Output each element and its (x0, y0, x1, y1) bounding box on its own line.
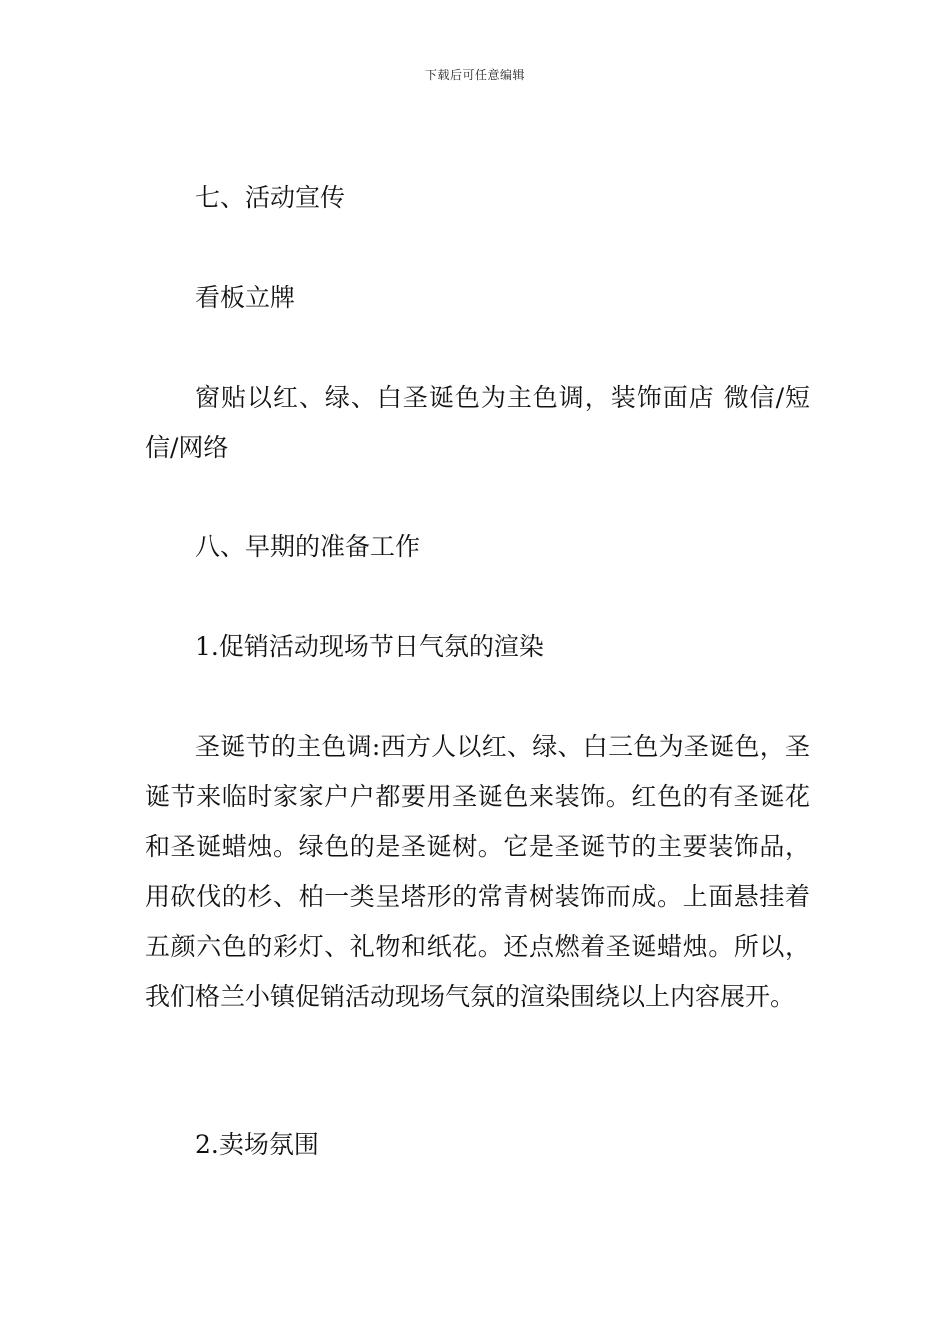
page-header-note: 下载后可任意编辑 (424, 68, 525, 82)
section-heading-preparation: 八、早期的准备工作 (195, 532, 421, 561)
paragraph-window-stickers: 窗贴以红、绿、白圣诞色为主色调，装饰面店 微信/短信/网络 (145, 383, 810, 462)
subheading-atmosphere: 1.促销活动现场节日气氛的渲染 (195, 632, 544, 661)
subheading-store-atmosphere: 2.卖场氛围 (195, 1130, 319, 1159)
section-heading-publicity: 七、活动宣传 (195, 183, 346, 212)
paragraph-christmas-colors: 圣诞节的主色调:西方人以红、绿、白三色为圣诞色，圣诞节来临时家家户户都要用圣诞色来装饰。红色的有圣诞花和圣诞蜡烛。绿色的是圣诞树。它是圣诞节的主要装饰品，用砍伐的杉、柏一类呈塔形的常青树装饰而成。上面悬挂着五颜六色的彩灯、礼物和纸花。还点燃着圣诞蜡烛。所以，我们格兰小镇促销活动现场气氛的渲染围绕以上内容展开。 (145, 732, 810, 1011)
item-billboard: 看板立牌 (195, 283, 296, 312)
